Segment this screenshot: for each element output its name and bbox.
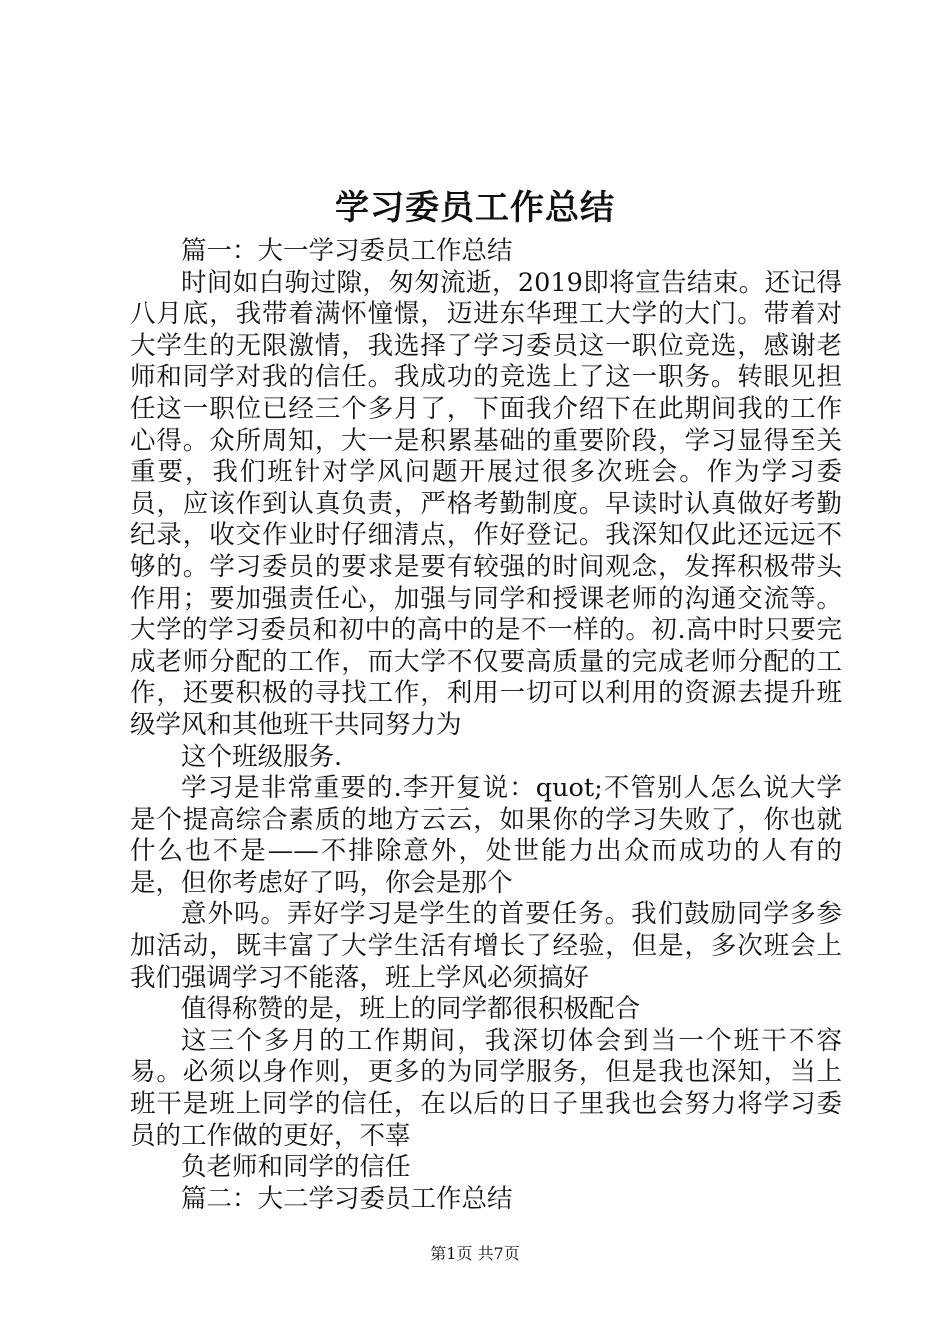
document-body <box>130 236 842 1215</box>
section-heading-1: 篇一：大一学习委员工作总结 <box>181 236 513 266</box>
body-paragraph: 意外吗。弄好学习是学生的首要任务。我们鼓励同学多参加活动，既丰富了大学生活有增长了经验，但是，多次班会上我们强调学习不能落，班上学风必须搞好 <box>130 899 842 993</box>
body-paragraph: 值得称赞的是，班上的同学都很积极配合 <box>181 994 641 1025</box>
body-paragraph: 时间如白驹过隙，匆匆流逝，2019即将宣告结束。还记得八月底，我带着满怀憧憬，迈进东华理工大学的大门。带着对大学生的无限激情，我选择了学习委员这一职位竞选，感谢老师和同学对我的信任。我成功的竞选上了这一职务。转眼见担任这一职位已经三个多月了，下面我介绍下在此期间我的工作心得。众所周知，大一是积累基础的重要阶段，学习显得至关重要，我们班针对学风问题开展过很多次班会。作为学习委员，应该作到认真负责，严格考勤制度。早读时认真做好考勤纪录，收交作业时仔细清点，作好登记。我深知仅此还远远不够的。学习委员的要求是要有较强的时间观念，发挥积极带头作用；要加强责任心，加强与同学和授课老师的沟通交流等。大学的学习委员和初中的高中的是不一样的。初.高中时只要完成老师分配的工作，而大学不仅要高质量的完成老师分配的工作，还要积极的寻找工作，利用一切可以利用的资源去提升班级学风和其他班干共同努力为 <box>130 267 842 740</box>
body-paragraph: 这三个多月的工作期间，我深切体会到当一个班干不容易。必须以身作则，更多的为同学服务，但是我也深知，当上班干是班上同学的信任，在以后的日子里我也会努力将学习委员的工作做的更好，不辜 <box>130 1025 842 1151</box>
body-paragraph: 学习是非常重要的.李开复说：quot;不管别人怎么说大学是个提高综合素质的地方云云，如果你的学习失败了，你也就什么也不是——不排除意外，处世能力出众而成功的人有的是，但你考虑好了吗，你会是那个 <box>130 773 842 898</box>
document-title: 学习委员工作总结 <box>335 188 615 228</box>
body-paragraph: 负老师和同学的信任 <box>181 1152 411 1183</box>
body-paragraph: 这个班级服务. <box>181 741 343 772</box>
page-number-footer: 第1页 共7页 <box>430 1244 520 1263</box>
section-heading-2: 篇二：大二学习委员工作总结 <box>181 1183 513 1214</box>
